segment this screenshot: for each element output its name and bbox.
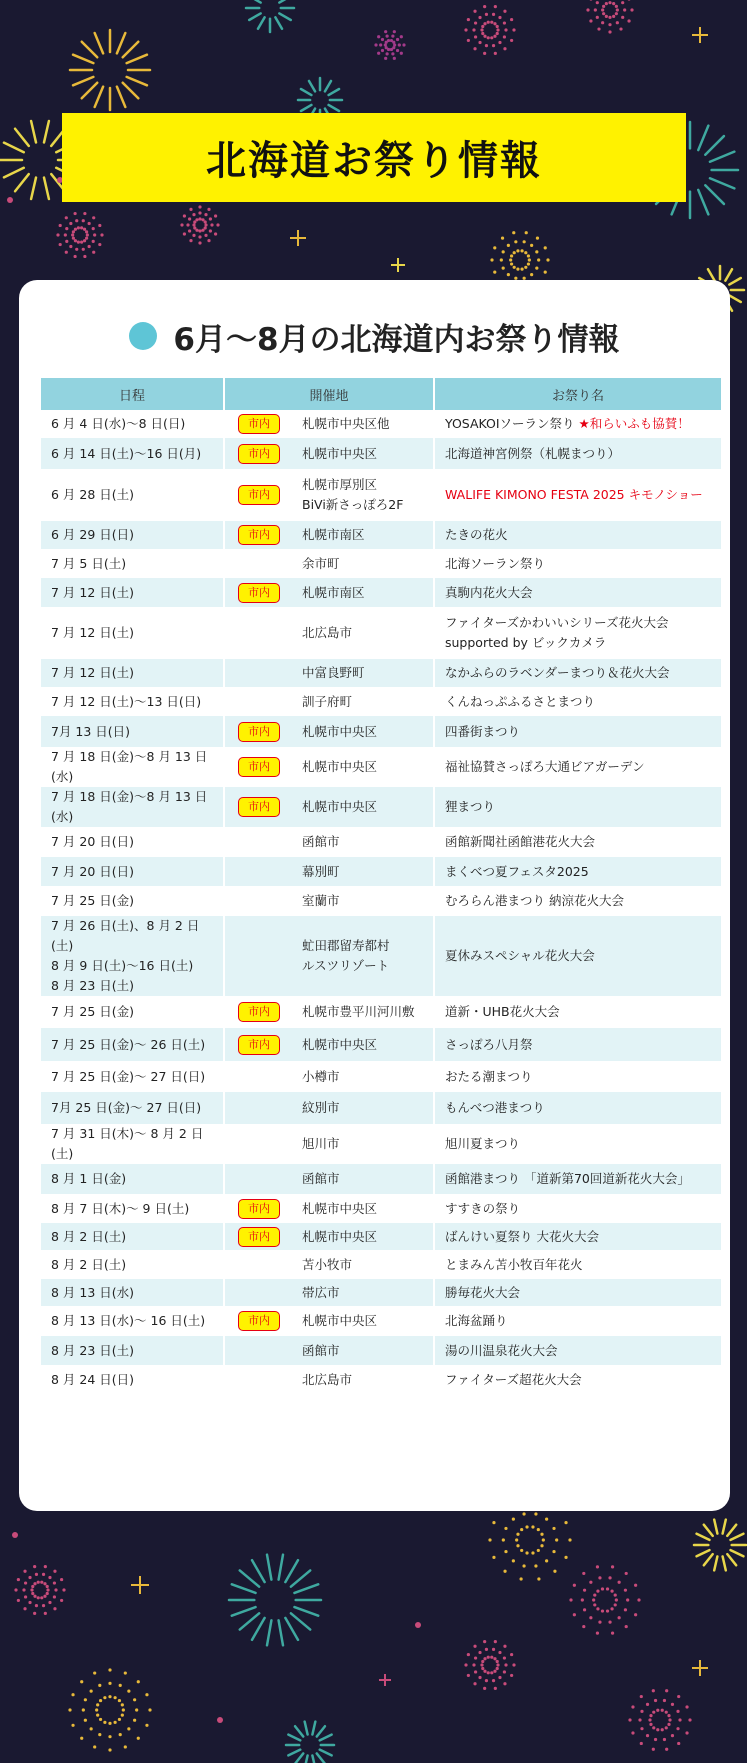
date-cell [41,1124,223,1164]
venue-text: 北広島市 [302,1372,353,1387]
firework-icon [246,0,294,32]
venue-cell [225,1279,433,1306]
venue-cell [225,1061,433,1092]
venue-cell [225,687,433,716]
dot-icon [217,1717,223,1723]
festival-name-cell [435,716,721,747]
table-row [41,1124,721,1164]
venue-text: 余市町 [302,555,340,571]
venue-cell [225,1164,433,1194]
date-text: 7 月 12 日(土)〜13 日(日) [51,693,202,709]
venue-text: 小樽市 [302,1068,340,1084]
table-row [41,827,721,857]
festival-name-cell [435,857,721,886]
festival-name: 北海ソーラン祭り [445,555,546,571]
table-row [41,410,721,438]
venue-cell [225,827,433,857]
festival-name: たきの花火 [445,527,508,542]
date-text: 8 月 24 日(日) [51,1372,135,1387]
firework-icon [68,1668,151,1751]
city-badge: 市内 [238,722,280,742]
venue-cell [225,857,433,886]
venue-cell [225,1306,433,1336]
venue-text: 札幌市中央区 [302,1036,378,1052]
table-row [41,607,721,659]
festival-name-cell [435,996,721,1028]
date-cell [41,1061,223,1092]
venue-cell [225,659,433,687]
table-row [41,787,721,827]
firework-icon [586,0,633,34]
venue-text: 札幌市中央区 [302,723,378,739]
venue-cell [225,1336,433,1365]
table-row [41,886,721,916]
festival-name-cell [435,1061,721,1092]
date-text: 8 月 23 日(土) [51,978,135,993]
table-row [41,1092,721,1124]
festival-name: 函館港まつり 「道新第70回道新花火大会」 [445,1171,690,1186]
sparkle-icon [290,230,306,246]
festival-name: 四番街まつり [445,723,521,739]
date-text: 7 月 18 日(金)〜8 月 13 日(水) [51,789,208,824]
venue-cell [225,747,433,787]
festival-name-cell [435,1028,721,1061]
date-cell [41,607,223,659]
venue-text: 幕別町 [302,863,340,879]
city-badge: 市内 [238,1311,280,1331]
date-text: 7 月 31 日(木)〜 8 月 2 日(土) [51,1126,204,1161]
festival-name: 勝毎花火大会 [445,1284,521,1300]
festival-name [445,414,711,434]
date-text: 6 月 29 日(日) [51,527,135,542]
venue-cell [225,549,433,578]
festival-table [39,378,723,1395]
festival-name-cell [435,410,721,438]
firework-icon [286,1722,334,1763]
date-cell [41,1365,223,1395]
venue-cell [225,1223,433,1250]
venue-text: 函館市 [302,1171,340,1186]
venue-text: 札幌市中央区 [302,1200,378,1216]
date-cell [41,1223,223,1250]
festival-card [19,280,730,1511]
festival-name-cell [435,607,721,659]
venue-text: 札幌市厚別区 [302,477,378,492]
venue-cell [225,916,433,996]
venue-text: 虻田郡留寿都村 [302,938,390,953]
festival-name-cell [435,1250,721,1279]
venue-cell [225,716,433,747]
festival-name-cell [435,438,721,469]
festival-name-cell [435,1306,721,1336]
festival-name-cell [435,1365,721,1395]
date-cell [41,1336,223,1365]
table-row [41,1061,721,1092]
date-text: 7月 25 日(金)〜 27 日(日) [51,1100,202,1115]
date-text: 7 月 25 日(金) [51,893,135,908]
table-row [41,857,721,886]
section-heading [19,316,730,356]
title-banner [62,113,686,202]
firework-icon [464,5,515,55]
festival-name: 北海道神宮例祭（札幌まつり） [445,445,621,461]
table-row [41,469,721,521]
venue-text: 札幌市南区 [302,527,365,542]
header-venue: 開催地 [225,378,433,410]
date-cell [41,521,223,549]
sponsor-note: ★和らいふも協賛！ [578,416,690,431]
date-text: 7 月 20 日(日) [51,863,135,879]
date-cell [41,747,223,787]
festival-name-cell [435,578,721,607]
festival-name: 道新・UHB花火大会 [445,1004,560,1019]
festival-name-cell [435,1092,721,1124]
date-cell [41,469,223,521]
venue-text: 北広島市 [302,625,353,640]
festival-name: なかふらのラベンダーまつり＆花火大会 [445,665,670,680]
section-title: 6月〜8月の北海道内お祭り情報 [173,321,620,358]
venue-text: 室蘭市 [302,893,340,908]
city-badge: 市内 [238,414,280,434]
festival-name-cell [435,916,721,996]
venue-text: 札幌市豊平川河川敷 [302,1004,415,1019]
date-text: 8 月 2 日(土) [51,1228,127,1244]
firework-icon [488,1499,571,1580]
table-row [41,1306,721,1336]
date-cell [41,438,223,469]
table-row [41,1028,721,1061]
date-text: 6 月 28 日(土) [51,487,135,502]
table-row [41,916,721,996]
festival-name: むろらん港まつり 納涼花火大会 [445,893,624,908]
festival-name-cell [435,1279,721,1306]
festival-name-cell [435,827,721,857]
venue-text: 訓子府町 [302,693,353,709]
firework-icon [464,1640,515,1690]
circle-bullet-icon [129,322,157,350]
venue-cell [225,996,433,1028]
venue-cell [225,578,433,607]
festival-name: さっぽろ八月祭 [445,1036,533,1052]
festival-name: まくべつ夏フェスタ2025 [445,863,589,879]
venue-text: 札幌市中央区 [302,759,378,774]
venue-text: 札幌市中央区 [302,445,378,461]
table-row [41,521,721,549]
table-row [41,687,721,716]
venue-cell [225,1092,433,1124]
date-text: 7 月 18 日(金)〜8 月 13 日(水) [51,749,208,784]
date-text: 7 月 12 日(土) [51,665,135,680]
date-cell [41,659,223,687]
venue-text: 札幌市中央区 [302,799,378,814]
venue-cell [225,787,433,827]
firework-icon [56,212,103,258]
table-row [41,996,721,1028]
city-badge: 市内 [238,1035,280,1055]
date-text: 8 月 13 日(水) [51,1284,135,1300]
date-text: 7 月 5 日(土) [51,555,127,571]
festival-name: 夏休みスペシャル花火大会 [445,948,595,963]
date-cell [41,886,223,916]
city-badge: 市内 [238,583,280,603]
venue-cell [225,1028,433,1061]
firework-icon [229,1555,321,1646]
festival-name-cell [435,1194,721,1223]
date-text: 6 月 14 日(土)〜16 日(月) [51,445,202,461]
festival-name: 湯の川温泉花火大会 [445,1342,558,1358]
venue-cell [225,886,433,916]
table-row [41,578,721,607]
city-badge: 市内 [238,797,280,817]
date-text: 7 月 12 日(土) [51,584,135,600]
date-cell [41,578,223,607]
sparkle-icon [692,1660,708,1676]
page-title: 北海道お祭り情報 [206,138,542,184]
date-text: 7 月 25 日(金)〜 26 日(土) [51,1036,206,1052]
festival-name: くんねっぷふるさとまつり [445,693,596,709]
date-cell [41,1164,223,1194]
venue-cell [225,438,433,469]
venue-text: 函館市 [302,1342,340,1358]
venue-text: 中富良野町 [302,665,365,680]
date-text: 7 月 20 日(日) [51,834,135,849]
date-text: 7 月 12 日(土) [51,625,135,640]
festival-name-cell [435,549,721,578]
date-cell [41,1092,223,1124]
table-row [41,659,721,687]
date-cell [41,996,223,1028]
venue-cell [225,1124,433,1164]
venue-text: 旭川市 [302,1136,340,1151]
city-badge: 市内 [238,1002,280,1022]
date-cell [41,549,223,578]
venue-cell [225,469,433,521]
venue-cell [225,1250,433,1279]
sparkle-icon [692,27,708,43]
venue-text: 紋別市 [302,1100,340,1115]
date-text: 8 月 7 日(木)〜 9 日(土) [51,1200,190,1216]
festival-name-cell [435,521,721,549]
date-cell [41,1279,223,1306]
table-row [41,1250,721,1279]
venue-text: 札幌市中央区他 [302,416,390,431]
firework-icon [180,205,219,244]
table-row [41,549,721,578]
date-text: 8 月 9 日(土)〜16 日(土) [51,958,194,973]
festival-name-cell [435,1124,721,1164]
festival-name-cell [435,787,721,827]
festival-name: おたる潮まつり [445,1068,533,1084]
city-badge: 市内 [238,1199,280,1219]
header-festival: お祭り名 [435,378,721,410]
table-header-row [41,378,721,410]
venue-cell [225,521,433,549]
venue-text: ルスツリゾート [302,958,390,973]
venue-text: BiVi新さっぽろ2F [302,497,404,512]
table-row [41,1279,721,1306]
festival-name: すすきの祭り [445,1200,521,1216]
date-text: 8 月 23 日(土) [51,1342,135,1358]
date-text: 8 月 2 日(土) [51,1256,127,1272]
firework-icon [14,1565,65,1615]
date-text: 7 月 26 日(土)、8 月 2 日(土) [51,918,200,953]
festival-name: 真駒内花火大会 [445,584,533,600]
city-badge: 市内 [238,1227,280,1247]
festival-name-cell [435,747,721,787]
festival-name-cell [435,469,721,521]
sparkle-icon [131,1576,149,1594]
festival-name: ばんけい夏祭り 大花火大会 [445,1228,599,1244]
date-cell [41,827,223,857]
table-row [41,438,721,469]
sparkle-icon [391,258,405,272]
venue-cell [225,1365,433,1395]
festival-name: 旭川夏まつり [445,1136,521,1151]
festival-name: とまみん苫小牧百年花火 [445,1256,583,1272]
date-cell [41,857,223,886]
date-cell [41,410,223,438]
city-badge: 市内 [238,444,280,464]
table-row [41,716,721,747]
table-row [41,1336,721,1365]
date-cell [41,1250,223,1279]
venue-text: 札幌市南区 [302,584,365,600]
table-row [41,1223,721,1250]
dot-icon [12,1532,18,1538]
venue-text: 苫小牧市 [302,1256,353,1272]
venue-text: 函館市 [302,834,340,849]
festival-name: 狸まつり [445,799,496,814]
venue-cell [225,1194,433,1223]
date-cell [41,1306,223,1336]
table-row [41,747,721,787]
date-cell [41,1194,223,1223]
festival-name: 函館新聞社函館港花火大会 [445,834,596,849]
city-badge: 市内 [238,757,280,777]
firework-icon [374,30,405,60]
festival-name-text: YOSAKOIソーラン祭り [445,416,575,431]
festival-name: ファイターズかわいいシリーズ花火大会 [445,615,669,630]
venue-text: 帯広市 [302,1284,340,1300]
firework-icon [569,1565,640,1634]
dot-icon [415,1622,421,1628]
table-row [41,1194,721,1223]
festival-name-cell [435,687,721,716]
date-text: 7 月 25 日(金) [51,1004,135,1019]
venue-cell [225,410,433,438]
firework-icon [70,30,150,110]
date-text: 8 月 13 日(水)〜 16 日(土) [51,1313,206,1328]
city-badge: 市内 [238,485,280,505]
date-cell [41,916,223,996]
city-badge: 市内 [238,525,280,545]
festival-name-cell [435,1164,721,1194]
date-cell [41,716,223,747]
table-row [41,1164,721,1194]
festival-name: 福祉協賛さっぽろ大通ビアガーデン [445,759,645,774]
date-cell [41,1028,223,1061]
festival-name-cell [435,659,721,687]
firework-icon [694,1520,746,1571]
festival-name-cell [435,886,721,916]
dot-icon [7,197,13,203]
festival-name-cell [435,1336,721,1365]
venue-text: 札幌市中央区 [302,1228,378,1244]
date-text: 7 月 25 日(金)〜 27 日(日) [51,1068,206,1084]
festival-name-cell [435,1223,721,1250]
firework-icon [628,1689,691,1751]
date-text: 7月 13 日(日) [51,723,131,739]
festival-name: supported by ビックカメラ [445,635,607,650]
festival-name: もんべつ港まつり [445,1100,545,1115]
date-cell [41,687,223,716]
venue-text: 札幌市中央区 [302,1313,378,1328]
festival-name: ファイターズ超花火大会 [445,1372,582,1387]
festival-name: 北海盆踊り [445,1313,508,1328]
table-row [41,1365,721,1395]
festival-name: WALIFE KIMONO FESTA 2025 キモノショー [445,487,703,502]
date-cell [41,787,223,827]
header-date: 日程 [41,378,223,410]
sparkle-icon [379,1674,391,1686]
date-text: 8 月 1 日(金) [51,1171,127,1186]
venue-cell [225,607,433,659]
date-text: 6 月 4 日(水)〜8 日(日) [51,416,186,431]
